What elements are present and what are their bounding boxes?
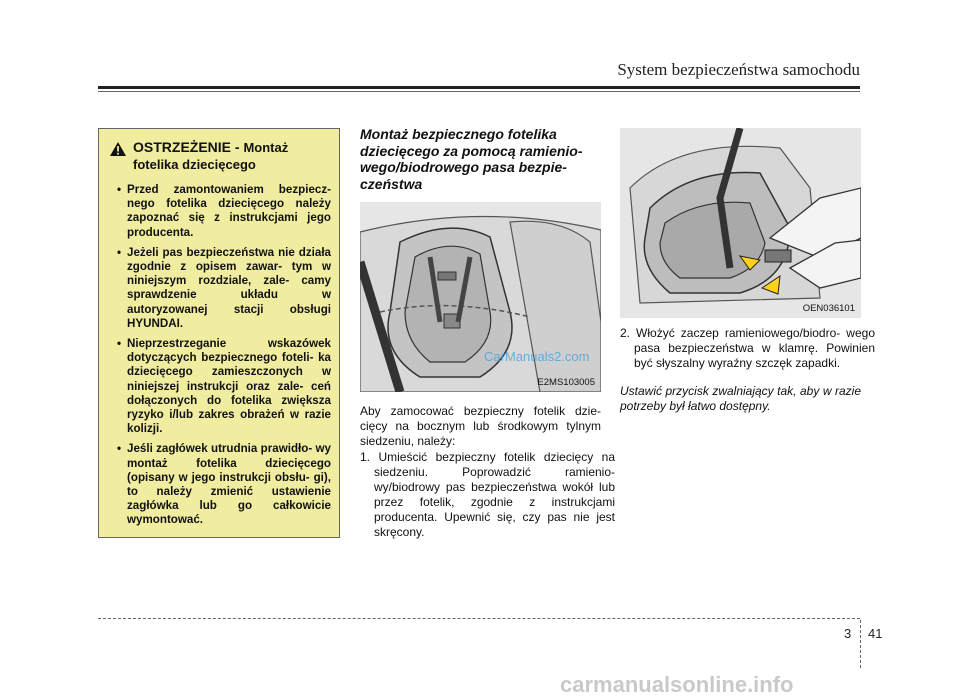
figure1-code: E2MS103005 — [537, 377, 595, 388]
warning-item: • Jeżeli pas bezpieczeństwa nie działa zgodnie z opisem zawar- tym w niniejszym rozdziale, zale- camy sprawdzenie układu w autoryzowanej stacji obsługi HYUNDAI. — [109, 246, 331, 331]
watermark-figure: CarManuals2.com — [484, 349, 590, 364]
watermark-footer: carmanualsonline.info — [560, 672, 794, 697]
page-separator — [860, 620, 861, 668]
page-header-title: System bezpieczeństwa samochodu — [617, 60, 860, 79]
page-number: 41 — [868, 626, 883, 641]
figure-child-seat-rear — [360, 202, 601, 392]
intro-text: Aby zamocować bezpieczny fotelik dzie- cięcy na bocznym lub środkowym tylnym siedzeniu, należy: — [360, 404, 601, 448]
warning-item: • Jeśli zagłówek utrudnia prawidło- wy montaż fotelika dziecięcego (opisany w jego instrukcji obsłu- gi), to należy zmienić ustawienie zagłówka lub go całkowicie wymontować. — [109, 442, 331, 527]
step-2: 2. Włożyć zaczep ramieniowego/biodro- wego pasa bezpieczeństwa w klamrę. Powinien być słyszalny wyraźny szczęk zapadki. — [620, 326, 875, 370]
warning-item: • Nieprzestrzeganie wskazówek dotyczących bezpiecznego foteli- ka dziecięcego zamieszczonych w niniejszej instrukcji oraz zale- ceń dołączonych do fotelika zwiększa ryzyko i/lub zakres obrażeń w razie kolizji. — [109, 337, 331, 436]
warning-title-sub: Montaż fotelika dziecięcego — [133, 140, 289, 172]
chapter-number: 3 — [844, 626, 852, 641]
figure-belt-buckle — [620, 128, 861, 318]
section-heading: Montaż bezpiecznego fotelika dziecięcego za pomocą ramienio- wego/biodrowego pasa bezpie- czeństwa — [360, 126, 583, 192]
footer-dashed-rule — [98, 618, 860, 619]
warning-header — [109, 139, 331, 173]
release-button-note: Ustawić przycisk zwalniający tak, aby w razie potrzeby był łatwo dostępny. — [620, 384, 861, 413]
warning-list — [109, 183, 331, 528]
belt-buckle-illustration — [620, 128, 861, 318]
warning-triangle-icon — [109, 141, 127, 157]
step-1: 1. Umieścić bezpieczny fotelik dziecięcy na siedzeniu. Poprowadzić ramienio- wy/biodrowy pas bezpieczeństwa wokół lub przez fotelik, zgodnie z instrukcjami producenta. Upewnić się, czy pas nie jest skręcony. — [360, 450, 615, 539]
header-rule-thin — [98, 91, 860, 92]
warning-box — [98, 128, 340, 538]
header-rule — [98, 86, 860, 89]
warning-title-main: OSTRZEŻENIE - — [133, 139, 244, 155]
warning-title — [133, 139, 331, 173]
figure2-code: OEN036101 — [802, 303, 855, 314]
warning-item: • Przed zamontowaniem bezpiecz- nego fotelika dziecięcego należy zapoznać się z instrukcjami jego producenta. — [109, 183, 331, 240]
